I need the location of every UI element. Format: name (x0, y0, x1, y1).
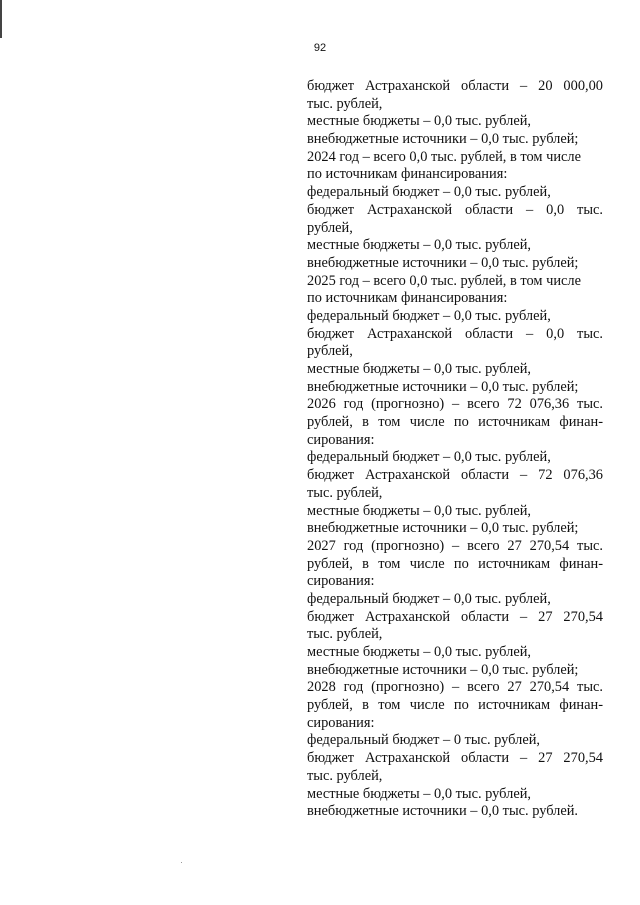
text-line: внебюджетные источники – 0,0 тыс. рублей; (307, 254, 579, 271)
text-line: федеральный бюджет – 0,0 тыс. рублей, (307, 307, 551, 324)
text-line: бюджет Астраханской области – 20 000,00 (307, 78, 603, 94)
text-line: рублей, (307, 343, 353, 360)
text-line: рублей, (307, 219, 353, 236)
text-line: тыс. рублей, (307, 95, 383, 112)
text-line: федеральный бюджет – 0,0 тыс. рублей, (307, 590, 551, 607)
text-line: федеральный бюджет – 0,0 тыс. рублей, (307, 184, 551, 201)
text-line: бюджет Астраханской области – 27 270,54 (307, 608, 603, 625)
text-line: 2025 год – всего 0,0 тыс. рублей, в том числе (307, 272, 581, 289)
document-body (307, 78, 603, 821)
text-line: 2024 год – всего 0,0 тыс. рублей, в том числе (307, 148, 581, 165)
text-line: по источникам финансирования: (307, 166, 508, 183)
text-line: местные бюджеты – 0,0 тыс. рублей, (307, 237, 532, 254)
text-line: рублей, в том числе по источникам финан- (307, 555, 603, 572)
text-line: местные бюджеты – 0,0 тыс. рублей, (307, 785, 532, 802)
text-line: внебюджетные источники – 0,0 тыс. рублей; (307, 131, 579, 148)
scan-edge-mark (0, 0, 2, 38)
text-line: бюджет Астраханской области – 72 076,36 (307, 467, 603, 484)
text-line: 2026 год (прогнозно) – всего 72 076,36 тыс. (307, 396, 603, 413)
text-line: местные бюджеты – 0,0 тыс. рублей, (307, 644, 532, 660)
text-line: местные бюджеты – 0,0 тыс. рублей, (307, 361, 532, 377)
text-line: внебюджетные источники – 0,0 тыс. рублей; (307, 378, 579, 395)
text-line: 2027 год (прогнозно) – всего 27 270,54 тыс. (307, 537, 603, 554)
text-line: 2028 год (прогнозно) – всего 27 270,54 тыс. (307, 679, 603, 696)
text-line: бюджет Астраханской области – 0,0 тыс. (307, 201, 603, 218)
scan-speck (181, 862, 182, 863)
text-line: бюджет Астраханской области – 27 270,54 (307, 750, 603, 767)
page-number: 92 (313, 42, 327, 54)
text-line: внебюджетные источники – 0,0 тыс. рублей. (307, 803, 579, 820)
text-line: местные бюджеты – 0,0 тыс. рублей, (307, 113, 532, 130)
text-line: тыс. рублей, (307, 626, 383, 643)
text-line: рублей, в том числе по источникам финан- (307, 414, 603, 431)
text-line: федеральный бюджет – 0 тыс. рублей, (307, 732, 541, 749)
text-line: внебюджетные источники – 0,0 тыс. рублей; (307, 520, 579, 537)
text-line: сирования: (307, 431, 375, 448)
text-line: бюджет Астраханской области – 0,0 тыс. (307, 325, 603, 342)
text-line: по источникам финансирования: (307, 290, 508, 307)
text-line: рублей, в том числе по источникам финан- (307, 697, 603, 714)
text-line: федеральный бюджет – 0,0 тыс. рублей, (307, 449, 551, 466)
text-line: тыс. рублей, (307, 767, 383, 784)
text-line: сирования: (307, 714, 375, 731)
text-line: сирования: (307, 573, 375, 590)
text-line: местные бюджеты – 0,0 тыс. рублей, (307, 502, 532, 519)
text-line: тыс. рублей, (307, 484, 383, 501)
text-line: внебюджетные источники – 0,0 тыс. рублей; (307, 661, 579, 678)
